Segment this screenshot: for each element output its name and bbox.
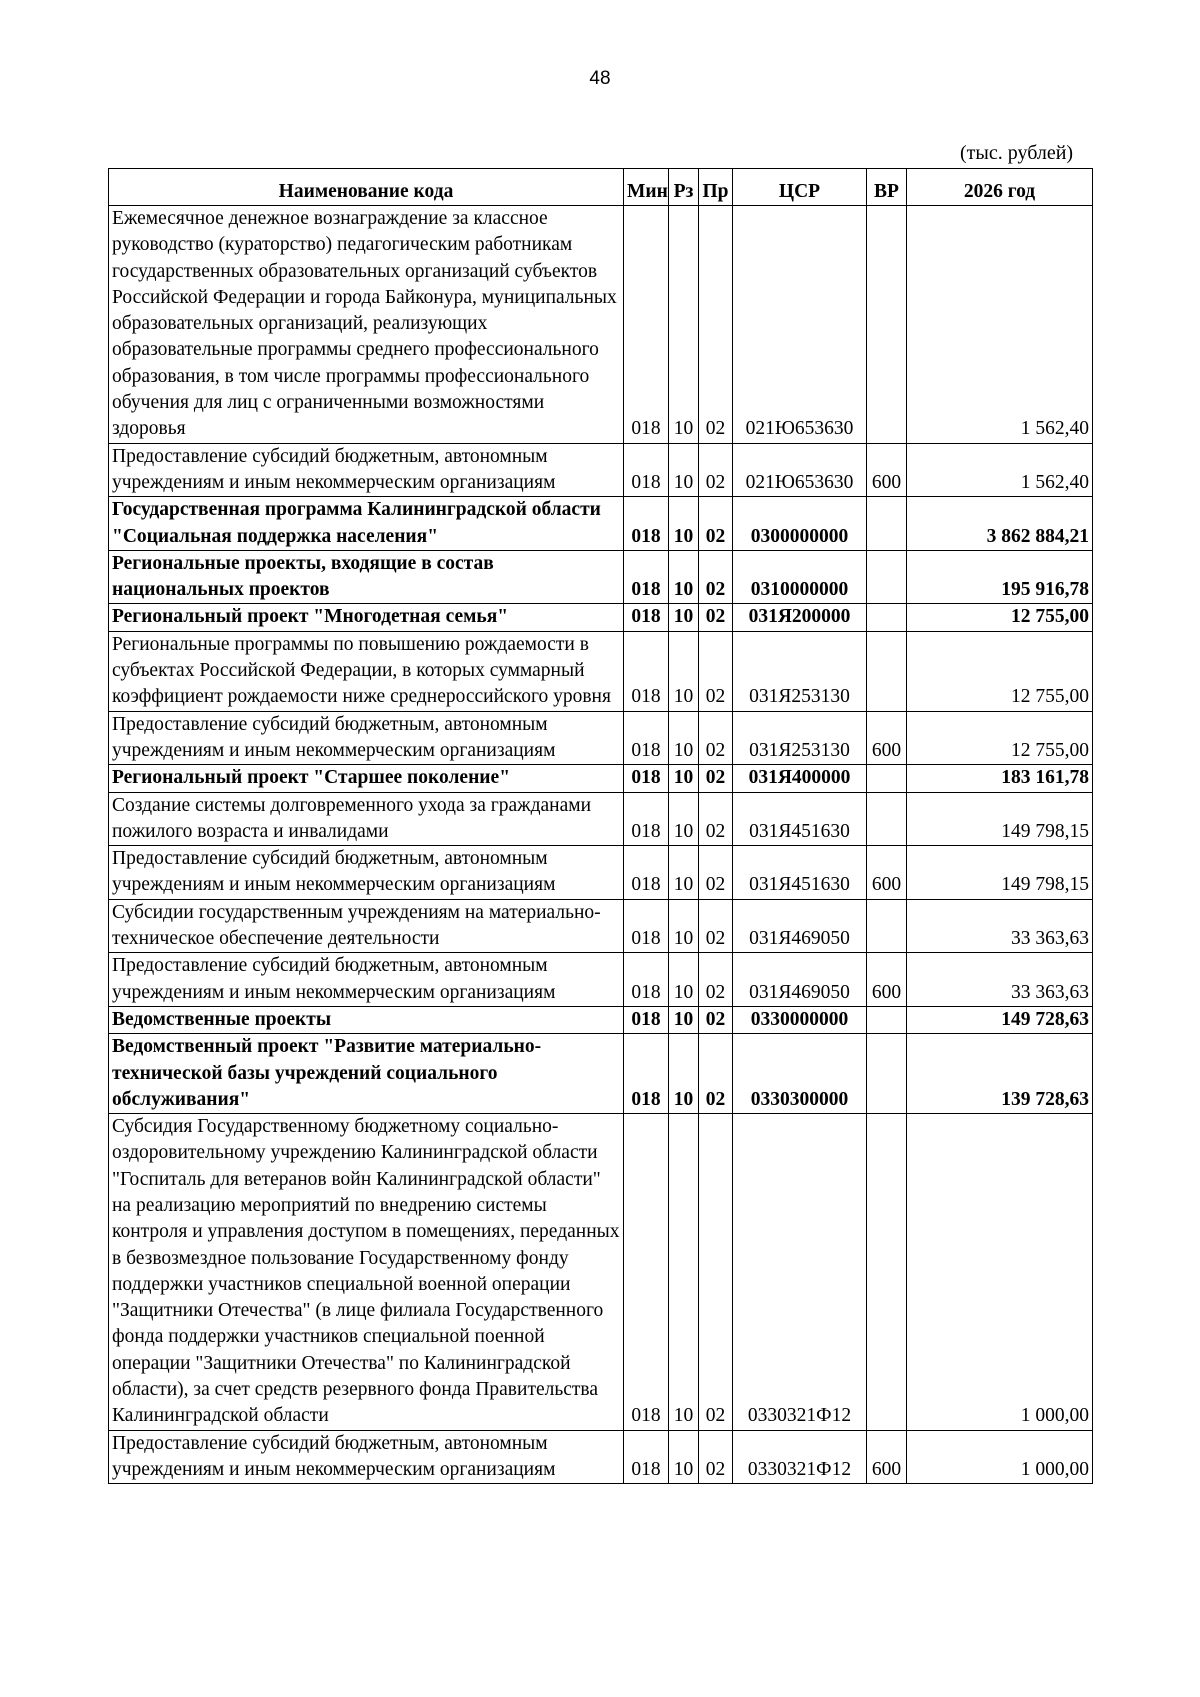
row-vr [867,765,907,792]
row-csr: 0330321Ф12 [733,1430,867,1484]
row-vr [867,1006,907,1033]
table-row [109,1006,1093,1033]
row-min: 018 [624,1430,669,1484]
row-csr: 031Я400000 [733,765,867,792]
row-vr [867,497,907,551]
row-rz: 10 [669,792,699,846]
row-csr: 0300000000 [733,497,867,551]
row-amount: 12 755,00 [907,631,1093,711]
column-header-year: 2026 год [907,169,1093,206]
row-name: Региональные проекты, входящие в состав национальных проектов [109,550,624,604]
row-name: Региональный проект "Старшее поколение" [109,765,624,792]
row-pr: 02 [699,443,733,497]
row-name: Ведомственный проект "Развитие материально-технической базы учреждений социального обслуживания" [109,1034,624,1114]
row-name: Предоставление субсидий бюджетным, автономным учреждениям и иным некоммерческим организациям [109,846,624,900]
page-number: 48 [589,68,611,89]
row-csr: 021Ю653630 [733,443,867,497]
row-name: Региональный проект "Многодетная семья" [109,604,624,631]
row-min: 018 [624,899,669,953]
table-body [109,206,1093,1484]
table-row [109,604,1093,631]
table-row [109,899,1093,953]
row-pr: 02 [699,711,733,765]
table-row [109,1034,1093,1114]
row-min: 018 [624,1034,669,1114]
table-row [109,550,1093,604]
row-name: Создание системы долговременного ухода за гражданами пожилого возраста и инвалидами [109,792,624,846]
row-pr: 02 [699,765,733,792]
row-csr: 031Я253130 [733,711,867,765]
table-row [109,497,1093,551]
row-min: 018 [624,604,669,631]
row-rz: 10 [669,1006,699,1033]
table-row [109,1430,1093,1484]
row-vr [867,206,907,444]
column-header-vr: ВР [867,169,907,206]
column-header-min: Мин [624,169,669,206]
column-header-rz: Рз [669,169,699,206]
row-csr: 021Ю653630 [733,206,867,444]
row-rz: 10 [669,953,699,1007]
row-min: 018 [624,792,669,846]
row-vr: 600 [867,1430,907,1484]
row-min: 018 [624,497,669,551]
table-row [109,846,1093,900]
row-amount: 183 161,78 [907,765,1093,792]
row-min: 018 [624,711,669,765]
row-name: Ежемесячное денежное вознаграждение за классное руководство (кураторство) педагогическим работникам государственных образовательных организаций субъектов Российской Федерации и города Байконура, муниципальных образовательных организаций, реализующих образовательные программы среднего профессионального образования, в том числе программы профессионального обучения для лиц с ограниченными возможностями здоровья [109,206,624,444]
row-amount: 33 363,63 [907,953,1093,1007]
table-row [109,1114,1093,1431]
row-amount: 1 000,00 [907,1430,1093,1484]
row-csr: 031Я253130 [733,631,867,711]
row-min: 018 [624,765,669,792]
row-amount: 149 798,15 [907,792,1093,846]
column-header-csr: ЦСР [733,169,867,206]
row-pr: 02 [699,550,733,604]
row-vr [867,550,907,604]
row-min: 018 [624,1114,669,1431]
row-rz: 10 [669,899,699,953]
row-name: Предоставление субсидий бюджетным, автономным учреждениям и иным некоммерческим организациям [109,953,624,1007]
row-amount: 3 862 884,21 [907,497,1093,551]
row-vr: 600 [867,443,907,497]
row-name: Субсидия Государственному бюджетному социально-оздоровительному учреждению Калининградской области "Госпиталь для ветеранов войн Калининградской области" на реализацию мероприятий по внедрению системы контроля и управления доступом в помещениях, переданных в безвозмездное пользование Государственному фонду поддержки участников специальной военной операции "Защитники Отечества" (в лице филиала Государственного фонда поддержки участников специальной поенной операции "Защитники Отечества" по Калининградской области), за счет средств резервного фонда Правительства Калининградской области [109,1114,624,1431]
row-min: 018 [624,443,669,497]
row-vr [867,1114,907,1431]
table-header [109,169,1093,206]
row-pr: 02 [699,604,733,631]
row-name: Предоставление субсидий бюджетным, автономным учреждениям и иным некоммерческим организациям [109,711,624,765]
row-rz: 10 [669,550,699,604]
row-name: Ведомственные проекты [109,1006,624,1033]
header-row [109,169,1093,206]
units-label: (тыс. рублей) [960,142,1074,164]
row-pr: 02 [699,792,733,846]
row-vr: 600 [867,846,907,900]
row-pr: 02 [699,846,733,900]
row-csr: 031Я451630 [733,792,867,846]
row-vr [867,604,907,631]
table-row [109,206,1093,444]
row-rz: 10 [669,443,699,497]
row-rz: 10 [669,631,699,711]
row-csr: 0330300000 [733,1034,867,1114]
row-csr: 031Я451630 [733,846,867,900]
row-pr: 02 [699,206,733,444]
row-amount: 149 798,15 [907,846,1093,900]
row-min: 018 [624,1006,669,1033]
row-pr: 02 [699,899,733,953]
row-rz: 10 [669,1034,699,1114]
row-csr: 0330321Ф12 [733,1114,867,1431]
row-name: Региональные программы по повышению рождаемости в субъектах Российской Федерации, в которых суммарный коэффициент рождаемости ниже среднероссийского уровня [109,631,624,711]
row-amount: 1 000,00 [907,1114,1093,1431]
row-csr: 031Я469050 [733,953,867,1007]
row-vr [867,1034,907,1114]
row-rz: 10 [669,1430,699,1484]
row-amount: 1 562,40 [907,206,1093,444]
row-name: Предоставление субсидий бюджетным, автономным учреждениям и иным некоммерческим организациям [109,443,624,497]
row-rz: 10 [669,711,699,765]
row-rz: 10 [669,497,699,551]
row-pr: 02 [699,1006,733,1033]
row-csr: 031Я200000 [733,604,867,631]
table-row [109,711,1093,765]
table-row [109,953,1093,1007]
row-amount: 149 728,63 [907,1006,1093,1033]
row-min: 018 [624,953,669,1007]
row-vr [867,631,907,711]
row-amount: 12 755,00 [907,711,1093,765]
row-min: 018 [624,846,669,900]
row-name: Субсидии государственным учреждениям на материально-техническое обеспечение деятельности [109,899,624,953]
row-amount: 1 562,40 [907,443,1093,497]
row-rz: 10 [669,604,699,631]
row-rz: 10 [669,1114,699,1431]
budget-table [108,168,1093,1484]
row-amount: 33 363,63 [907,899,1093,953]
column-header-name: Наименование кода [109,169,624,206]
row-vr: 600 [867,953,907,1007]
row-csr: 031Я469050 [733,899,867,953]
row-min: 018 [624,631,669,711]
row-rz: 10 [669,765,699,792]
row-amount: 12 755,00 [907,604,1093,631]
table-row [109,792,1093,846]
row-rz: 10 [669,206,699,444]
row-vr [867,899,907,953]
row-pr: 02 [699,953,733,1007]
column-header-pr: Пр [699,169,733,206]
row-pr: 02 [699,631,733,711]
row-pr: 02 [699,1034,733,1114]
row-amount: 139 728,63 [907,1034,1093,1114]
table-row [109,631,1093,711]
row-pr: 02 [699,497,733,551]
table-row [109,443,1093,497]
row-rz: 10 [669,846,699,900]
row-pr: 02 [699,1114,733,1431]
row-vr [867,792,907,846]
row-name: Предоставление субсидий бюджетным, автономным учреждениям и иным некоммерческим организациям [109,1430,624,1484]
row-name: Государственная программа Калининградской области "Социальная поддержка населения" [109,497,624,551]
row-min: 018 [624,206,669,444]
row-csr: 0330000000 [733,1006,867,1033]
row-amount: 195 916,78 [907,550,1093,604]
row-pr: 02 [699,1430,733,1484]
row-vr: 600 [867,711,907,765]
table-row [109,765,1093,792]
row-min: 018 [624,550,669,604]
row-csr: 0310000000 [733,550,867,604]
